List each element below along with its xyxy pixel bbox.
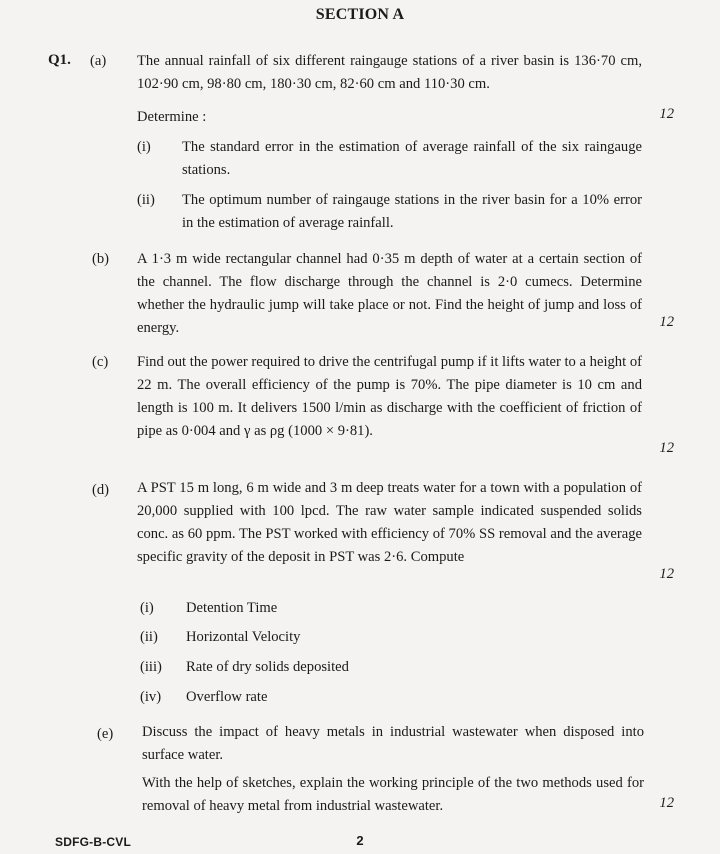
part-e-marks: 12 [659, 795, 674, 811]
part-d-sub-ii-label: (ii) [140, 629, 158, 645]
part-a-sub-i-label: (i) [137, 139, 151, 155]
part-e-text-1: Discuss the impact of heavy metals in industrial wastewater when disposed into surface water. [142, 724, 644, 763]
part-d-sub-ii-text: Horizontal Velocity [186, 629, 301, 645]
part-b-label: (b) [92, 251, 110, 267]
page-number: 2 [356, 833, 364, 848]
part-c-marks: 12 [659, 440, 674, 456]
part-e-text-2: With the help of sketches, explain the working principle of the two methods used for removal of heavy metal from industrial wastewater. [142, 775, 644, 814]
part-a-sub-ii-label: (ii) [137, 192, 155, 208]
part-d-label: (d) [92, 482, 110, 498]
part-a-text: The annual rainfall of six different raingauge stations of a river basin is 136·70 cm, 102·90 cm, 98·80 cm, 180·30 cm, 82·60 cm and 110·30 cm. [137, 53, 642, 92]
part-e-label: (e) [97, 726, 114, 742]
part-d-sub-iii-label: (iii) [140, 659, 162, 675]
part-d-sub-i-text: Detention Time [186, 600, 278, 616]
question-number: Q1. [48, 52, 71, 68]
part-c-label: (c) [92, 354, 109, 370]
section-title: SECTION A [315, 6, 405, 23]
part-d-marks: 12 [659, 566, 674, 582]
part-d-sub-iv-label: (iv) [140, 689, 162, 705]
part-a-sub-i-text: The standard error in the estimation of average rainfall of the six raingauge stations. [182, 139, 642, 178]
part-b-marks: 12 [659, 314, 674, 330]
paper-code: SDFG-B-CVL [55, 835, 131, 849]
part-a-sub-ii-text: The optimum number of raingauge stations in the river basin for a 10% error in the estimation of average rainfall. [182, 192, 642, 231]
part-a-marks: 12 [659, 106, 674, 122]
part-c-text: Find out the power required to drive the centrifugal pump if it lifts water to a height of 22 m. The overall efficiency of the pump is 70%. The pipe diameter is 10 cm and length is 100 m. It delivers 1500 l/min as discharge with the coefficient of friction of pipe as 0·004 and γ as ρg (1000 × 9·81). [137, 354, 642, 439]
part-d-sub-iii-text: Rate of dry solids deposited [186, 659, 349, 675]
part-d-text: A PST 15 m long, 6 m wide and 3 m deep treats water for a town with a population of 20,000 supplied with 100 lpcd. The raw water sample indicated suspended solids conc. as 60 ppm. The PST worked with efficiency of 70% SS removal and the average specific gravity of the deposit in PST was 2·6. Compute [137, 480, 642, 565]
part-d-sub-iv-text: Overflow rate [186, 689, 268, 705]
part-a-label: (a) [90, 53, 107, 69]
part-b-text: A 1·3 m wide rectangular channel had 0·35 m depth of water at a certain section of the channel. The flow discharge through the channel is 2·0 cumecs. Determine whether the hydraulic jump will take place or not. Find the height of jump and loss of energy. [137, 251, 642, 336]
part-a-determine: Determine : [137, 109, 207, 125]
part-d-sub-i-label: (i) [140, 600, 154, 616]
